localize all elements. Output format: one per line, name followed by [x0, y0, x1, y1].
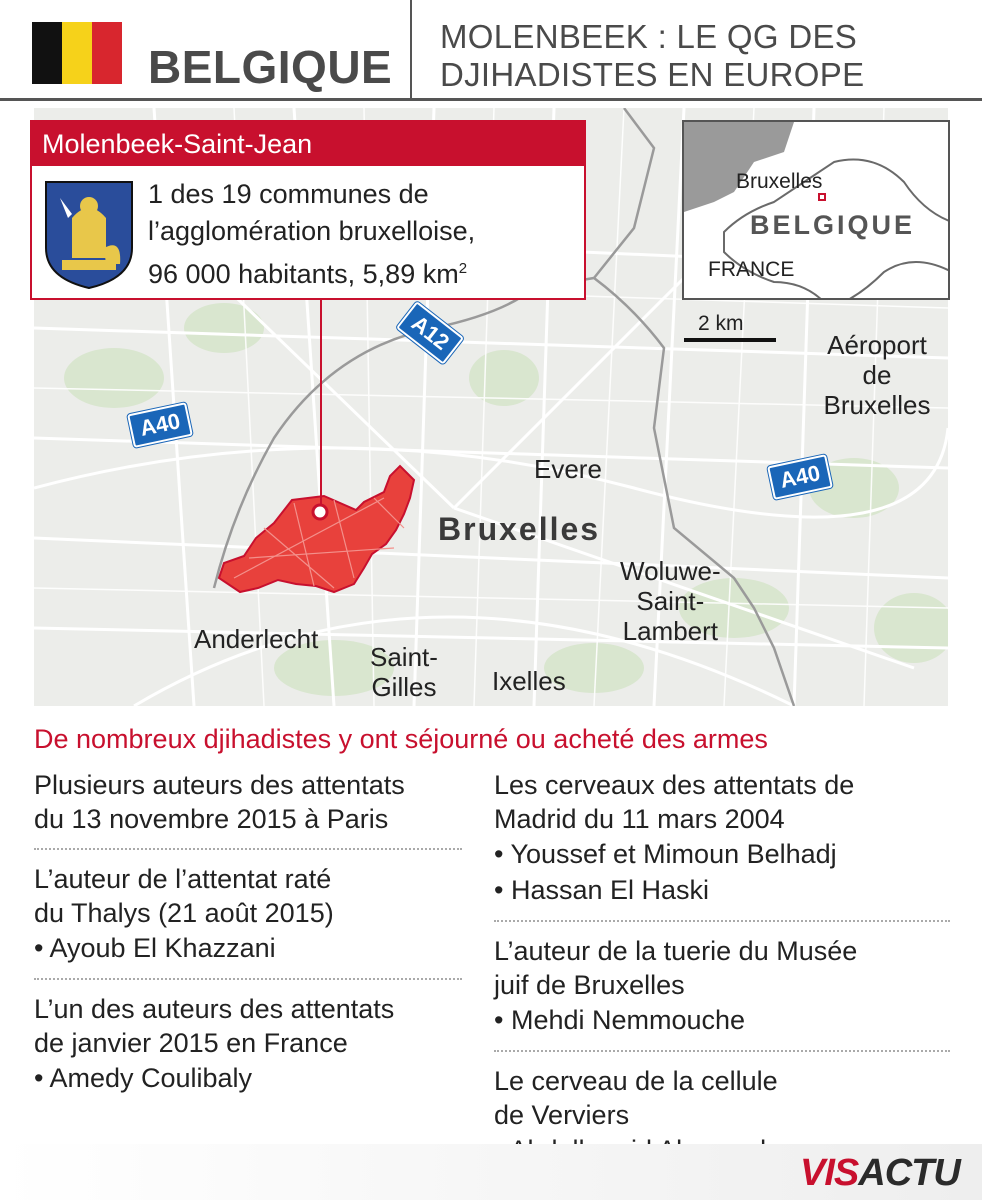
- fact-head-line: Les cerveaux des attentats de: [494, 770, 855, 800]
- coat-of-arms-icon: [42, 178, 136, 290]
- brand-logo-part1: VIS: [800, 1152, 859, 1194]
- fact-name: • Mehdi Nemmouche: [494, 1005, 746, 1035]
- label-saint-gilles-line2: Gilles: [371, 672, 437, 702]
- fact-head-line: L’un des auteurs des attentats: [34, 994, 395, 1024]
- label-evere: Evere: [534, 454, 602, 484]
- fact-name: • Youssef et Mimoun Belhadj: [494, 839, 837, 869]
- fact-head-line: de Verviers: [494, 1100, 630, 1130]
- inset-neighbor-label: FRANCE: [708, 258, 795, 281]
- fact-head-line: de janvier 2015 en France: [34, 1028, 348, 1058]
- fact-entry: [34, 862, 462, 980]
- fact-name: • Ayoub El Khazzani: [34, 933, 276, 963]
- fact-head: [34, 768, 462, 836]
- header-rule: [0, 98, 982, 101]
- road-a40-west-shield: A40: [127, 402, 193, 448]
- fact-head-line: Plusieurs auteurs des attentats: [34, 770, 405, 800]
- fact-entry: [34, 992, 462, 1108]
- fact-head-line: du 13 novembre 2015 à Paris: [34, 804, 389, 834]
- fact-head: [34, 992, 462, 1060]
- callout-line1: 1 des 19 communes de: [148, 179, 429, 209]
- inset-city-label: Bruxelles: [736, 170, 823, 193]
- fact-entry: [34, 768, 462, 850]
- callout-line3: [148, 250, 475, 293]
- fact-head-line: Madrid du 11 mars 2004: [494, 804, 785, 834]
- label-saint-gilles: [370, 642, 438, 702]
- belgium-flag-icon: [32, 22, 122, 84]
- callout-line3-sup: 2: [458, 260, 468, 277]
- scale-bar-line: [684, 338, 776, 342]
- fact-head-line: L’auteur de l’attentat raté: [34, 864, 332, 894]
- label-ixelles: Ixelles: [492, 666, 566, 696]
- country-title: BELGIQUE: [148, 41, 393, 93]
- callout-point-icon: [313, 505, 327, 519]
- fact-head-line: L’auteur de la tuerie du Musée: [494, 936, 858, 966]
- fact-head: [494, 1064, 950, 1132]
- label-airport: [806, 330, 948, 420]
- commune-callout: [30, 120, 586, 300]
- label-airport-line1: Aéroport: [827, 330, 927, 360]
- facts-right-column: [494, 768, 950, 1192]
- label-woluwe-line2: Saint-: [636, 586, 705, 616]
- inset-country-label: BELGIQUE: [750, 210, 916, 240]
- fact-name: • Amedy Coulibaly: [34, 1063, 253, 1093]
- callout-leader-line: [320, 300, 322, 504]
- fact-head: [494, 934, 950, 1002]
- fact-head-line: juif de Bruxelles: [494, 970, 685, 1000]
- inset-map: [682, 120, 950, 300]
- callout-title: Molenbeek-Saint-Jean: [32, 122, 584, 166]
- scale-label: 2 km: [698, 312, 744, 335]
- label-anderlecht: Anderlecht: [194, 624, 319, 654]
- label-woluwe-line3: Lambert: [622, 616, 719, 646]
- road-a12-shield: A12: [396, 301, 464, 365]
- fact-names: [34, 930, 462, 966]
- brand-logo: [800, 1152, 960, 1195]
- fact-head: [494, 768, 950, 836]
- page-title-line1: MOLENBEEK : LE QG DES: [440, 18, 858, 55]
- callout-line2: l’agglomération bruxelloise,: [148, 216, 476, 246]
- header-divider: [410, 0, 412, 100]
- fact-entry: [494, 934, 950, 1052]
- fact-head-line: Le cerveau de la cellule: [494, 1066, 778, 1096]
- fact-names: [494, 836, 950, 908]
- page-title-line2: DJIHADISTES EN EUROPE: [440, 56, 865, 93]
- fact-names: [494, 1002, 950, 1038]
- header: [0, 0, 982, 100]
- label-airport-line2: de Bruxelles: [823, 360, 931, 420]
- label-woluwe: [620, 556, 721, 646]
- callout-text: [148, 176, 475, 293]
- road-a40-east-shield: A40: [767, 454, 833, 500]
- page-title: [440, 18, 864, 94]
- callout-line3-text: 96 000 habitants, 5,89 km: [148, 259, 459, 289]
- label-bruxelles: Bruxelles: [438, 511, 601, 547]
- facts-title: De nombreux djihadistes y ont séjourné ou acheté des armes: [34, 724, 768, 754]
- label-woluwe-line1: Woluwe-: [620, 556, 721, 586]
- fact-entry: [494, 768, 950, 922]
- label-saint-gilles-line1: Saint-: [370, 642, 438, 672]
- facts-left-column: [34, 768, 462, 1120]
- fact-name: • Hassan El Haski: [494, 875, 710, 905]
- fact-head-line: du Thalys (21 août 2015): [34, 898, 334, 928]
- brand-logo-part2: ACTU: [858, 1152, 960, 1194]
- fact-head: [34, 862, 462, 930]
- fact-names: [34, 1060, 462, 1096]
